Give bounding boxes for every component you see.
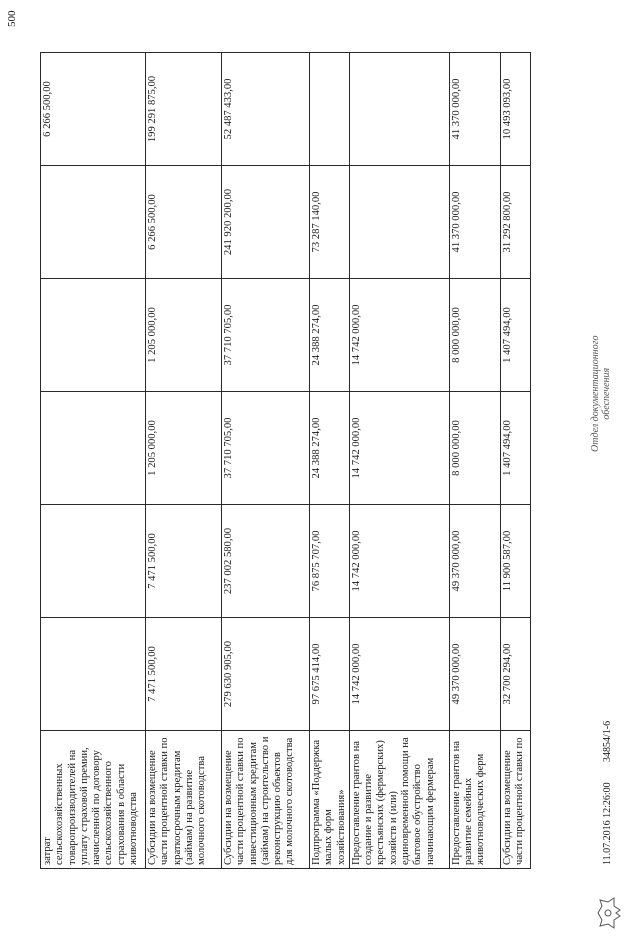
row-name: Предоставление грантов на создание и развитие крестьянских (фермерских) хозяйств и (или) единовременной помощи на бытовое обустройство начинающим фермерам bbox=[349, 731, 449, 869]
row-name: Субсидии на возмещение части процентной ставки по краткосрочным кредитам (займам) на развитие молочного скотоводства bbox=[146, 731, 222, 869]
stamp-line-1: Отдел документационного bbox=[590, 335, 601, 452]
cell-c2: 237 002 580,00 bbox=[222, 505, 310, 618]
cell-c3: 1 407 494,00 bbox=[500, 392, 530, 505]
cell-c2 bbox=[41, 505, 146, 618]
table-row bbox=[146, 53, 222, 869]
coat-of-arms-icon bbox=[596, 896, 625, 930]
row-name: затрат сельскохозяйственных товаропроизводителей на уплату страховой премии, начисленной по договору сельскохозяйственного страхования в области животноводства bbox=[41, 731, 146, 869]
cell-c6: 52 487 433,00 bbox=[222, 53, 310, 166]
cell-c5: 31 292 800,00 bbox=[500, 166, 530, 279]
cell-c1: 49 370 000,00 bbox=[449, 618, 500, 731]
cell-c2: 14 742 000,00 bbox=[349, 505, 449, 618]
cell-c1: 279 630 905,00 bbox=[222, 618, 310, 731]
cell-c1: 7 471 500,00 bbox=[146, 618, 222, 731]
row-name: Подпрограмма «Поддержка малых форм хозяйствования» bbox=[310, 731, 350, 869]
cell-c1 bbox=[41, 618, 146, 731]
budget-table bbox=[40, 52, 531, 869]
cell-c3: 24 388 274,00 bbox=[310, 392, 350, 505]
table-row bbox=[41, 53, 146, 869]
cell-c3: 14 742 000,00 bbox=[349, 392, 449, 505]
cell-c5 bbox=[41, 166, 146, 279]
cell-c6: 41 370 000,00 bbox=[449, 53, 500, 166]
cell-c4: 14 742 000,00 bbox=[349, 279, 449, 392]
table-row bbox=[500, 53, 530, 869]
cell-c6: 6 266 500,00 bbox=[41, 53, 146, 166]
cell-c4: 1 407 494,00 bbox=[500, 279, 530, 392]
page-number: 500 bbox=[6, 10, 18, 27]
cell-c6: 199 291 875,00 bbox=[146, 53, 222, 166]
row-name: Субсидии на возмещение части процентной ставки по bbox=[500, 731, 530, 869]
cell-c2: 76 875 707,00 bbox=[310, 505, 350, 618]
document-footer bbox=[590, 0, 634, 930]
row-name: Предоставление грантов на развитие семейных животноводческих ферм bbox=[449, 731, 500, 869]
cell-c6 bbox=[310, 53, 350, 166]
cell-c5: 6 266 500,00 bbox=[146, 166, 222, 279]
table-row bbox=[222, 53, 310, 869]
cell-c3: 8 000 000,00 bbox=[449, 392, 500, 505]
cell-c5: 41 370 000,00 bbox=[449, 166, 500, 279]
cell-c3 bbox=[41, 392, 146, 505]
cell-c1: 14 742 000,00 bbox=[349, 618, 449, 731]
cell-c5: 241 920 200,00 bbox=[222, 166, 310, 279]
cell-c2: 49 370 000,00 bbox=[449, 505, 500, 618]
cell-c5 bbox=[349, 166, 449, 279]
cell-c3: 1 205 000,00 bbox=[146, 392, 222, 505]
footer-doc-code: 34854/1-6 bbox=[602, 720, 613, 762]
cell-c6 bbox=[349, 53, 449, 166]
cell-c4: 37 710 705,00 bbox=[222, 279, 310, 392]
cell-c2: 7 471 500,00 bbox=[146, 505, 222, 618]
cell-c1: 97 675 414,00 bbox=[310, 618, 350, 731]
row-name: Субсидии на возмещение части процентной ставки по инвестиционным кредитам (займам) на строительство и реконструкцию объектов для молочного скотоводства bbox=[222, 731, 310, 869]
cell-c3: 37 710 705,00 bbox=[222, 392, 310, 505]
table-row bbox=[349, 53, 449, 869]
cell-c2: 11 900 587,00 bbox=[500, 505, 530, 618]
cell-c5: 73 287 140,00 bbox=[310, 166, 350, 279]
table-row bbox=[449, 53, 500, 869]
cell-c4 bbox=[41, 279, 146, 392]
cell-c6: 10 493 093,00 bbox=[500, 53, 530, 166]
table-row bbox=[310, 53, 350, 869]
cell-c4: 8 000 000,00 bbox=[449, 279, 500, 392]
stamp-line-2: обеспечения bbox=[601, 367, 612, 420]
cell-c1: 32 700 294,00 bbox=[500, 618, 530, 731]
cell-c4: 1 205 000,00 bbox=[146, 279, 222, 392]
department-stamp bbox=[590, 335, 612, 452]
cell-c4: 24 388 274,00 bbox=[310, 279, 350, 392]
footer-timestamp: 11.07.2016 12:26:00 bbox=[602, 782, 613, 865]
